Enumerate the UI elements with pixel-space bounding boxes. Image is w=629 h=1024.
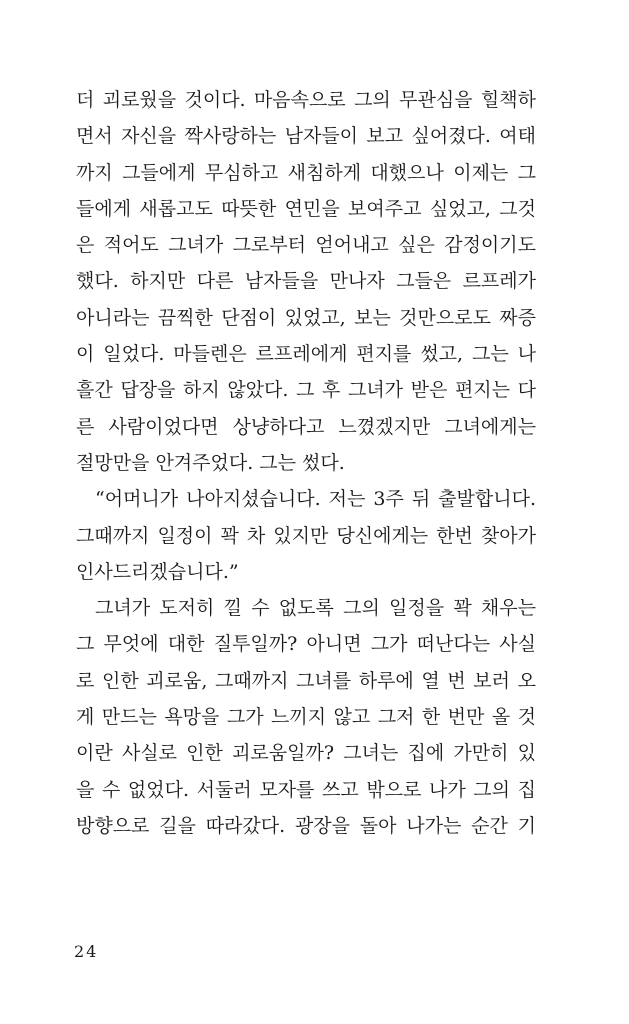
text-line: 이란 사실로 인한 괴로움일까? 그녀는 집에 가만히 있: [76, 742, 536, 765]
text-line: 흘간 답장을 하지 않았다. 그 후 그녀가 받은 편지는 다: [76, 379, 536, 402]
text-line: 아니라는 끔찍한 단점이 있었고, 보는 것만으로도 짜증: [76, 306, 536, 329]
text-line: 이 일었다. 마들렌은 르프레에게 편지를 썼고, 그는 나: [76, 343, 536, 366]
text-line: 게 만드는 욕망을 그가 느끼지 않고 그저 한 번만 올 것: [76, 706, 536, 729]
text-line: 은 적어도 그녀가 그로부터 얻어내고 싶은 감정이기도: [76, 234, 536, 257]
text-line: 그녀가 도저히 낄 수 없도록 그의 일정을 꽉 채우는: [95, 597, 536, 620]
text-line: 했다. 하지만 다른 남자들을 만나자 그들은 르프레가: [76, 270, 536, 293]
text-line: 른 사람이었다면 상냥하다고 느꼈겠지만 그녀에게는: [76, 415, 536, 438]
text-line: 을 수 없었다. 서둘러 모자를 쓰고 밖으로 나가 그의 집: [76, 778, 536, 801]
quote-line: 인사드리겠습니다.”: [76, 560, 239, 583]
text-line: 로 인한 괴로움, 그때까지 그녀를 하루에 열 번 보러 오: [76, 669, 536, 692]
text-line: 그 무엇에 대한 질투일까? 아니면 그가 떠난다는 사실: [76, 633, 536, 656]
page-number: 24: [74, 942, 99, 961]
text-line: 절망만을 안겨주었다. 그는 썼다.: [76, 451, 345, 474]
text-line: 방향으로 길을 따라갔다. 광장을 돌아 나가는 순간 기: [76, 814, 536, 837]
text-line: 더 괴로웠을 것이다. 마음속으로 그의 무관심을 힐책하: [76, 89, 536, 111]
quote-line: 그때까지 일정이 꽉 차 있지만 당신에게는 한번 찾아가: [76, 524, 536, 547]
body-text: [76, 82, 536, 844]
text-line: 면서 자신을 짝사랑하는 남자들이 보고 싶어졌다. 여태: [76, 125, 536, 148]
text-line: 들에게 새롭고도 따뜻한 연민을 보여주고 싶었고, 그것: [76, 197, 536, 220]
text-line: 까지 그들에게 무심하고 새침하게 대했으나 이제는 그: [76, 161, 536, 184]
quote-line: “어머니가 나아지셨습니다. 저는 3주 뒤 출발합니다.: [95, 488, 536, 511]
